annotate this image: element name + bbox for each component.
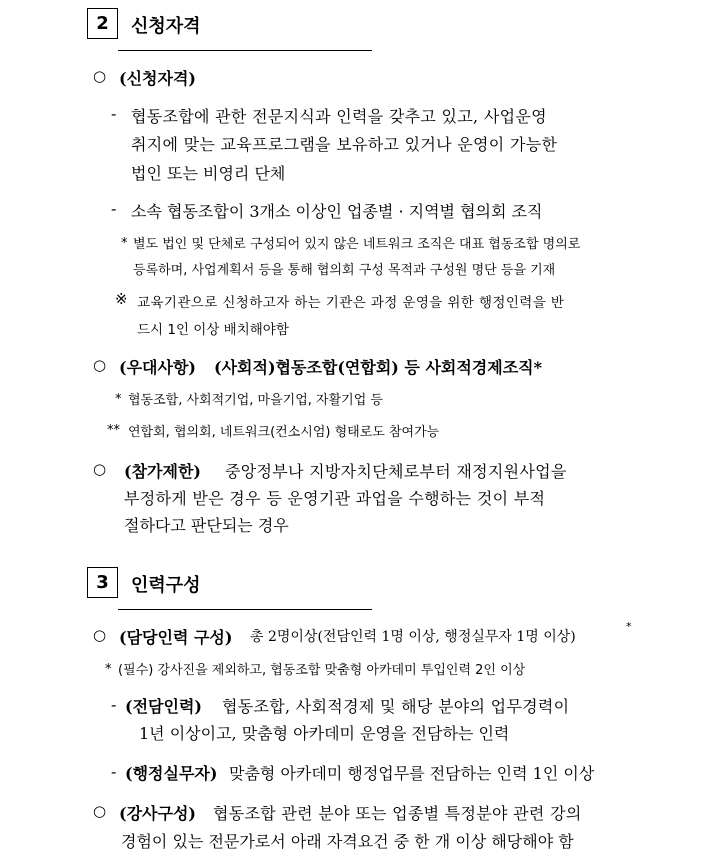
reference-mark: ※ (115, 290, 128, 308)
circle-bullet: ○ (93, 356, 107, 374)
item-label: (전담인력) (125, 697, 202, 716)
item-label: (강사구성) (119, 804, 196, 823)
footnote-star: * (626, 620, 632, 633)
note-line: 별도 법인 및 단체로 구성되어 있지 않은 네트워크 조직은 대표 협동조합 명의로 (133, 237, 581, 252)
footnote-star: * (105, 662, 112, 677)
item-label: (담당인력 구성) (119, 628, 233, 647)
body-line: 협동조합 관련 분야 또는 업종별 특정분야 관련 강의 (213, 804, 582, 823)
note-line: 협동조합, 사회적기업, 마을기업, 자활기업 등 (128, 393, 383, 408)
dash-bullet: - (111, 104, 117, 123)
circle-bullet: ○ (93, 626, 107, 644)
body-line: 경험이 있는 전문가로서 아래 자격요건 중 한 개 이상 해당해야 함 (121, 832, 574, 851)
note-line: 등록하며, 사업계획서 등을 통해 협의회 구성 목적과 구성원 명단 등을 기재 (133, 263, 556, 278)
circle-bullet: ○ (93, 67, 107, 85)
body-line: 협동조합에 관한 전문지식과 인력을 갖추고 있고, 사업운영 (131, 107, 547, 126)
dash-bullet: - (111, 199, 117, 218)
body-line: 절하다고 판단되는 경우 (124, 516, 289, 535)
note-line: 연합회, 협의회, 네트워크(컨소시엄) 형태로도 참여가능 (128, 425, 440, 440)
dash-bullet: - (111, 695, 117, 714)
dash-bullet: - (111, 762, 117, 781)
body-line: 법인 또는 비영리 단체 (131, 164, 286, 183)
footnote-double-star: ** (107, 423, 120, 438)
item-label: (참가제한) (124, 462, 201, 481)
item-text: 총 2명이상(전담인력 1명 이상, 행정실무자 1명 이상) (250, 629, 576, 645)
body-line: 소속 협동조합이 3개소 이상인 업종별 · 지역별 협의회 조직 (131, 202, 543, 221)
circle-bullet: ○ (93, 460, 107, 478)
footnote-star: * (121, 236, 128, 251)
section-title: 신청자격 (131, 16, 201, 37)
section-number: 2 (87, 8, 118, 39)
item-label: (행정실무자) (125, 764, 218, 783)
body-line: 1년 이상이고, 맞춤형 아카데미 운영을 전담하는 인력 (139, 724, 510, 743)
note-line: 교육기관으로 신청하고자 하는 기관은 과정 운영을 위한 행정인력을 반 (137, 295, 565, 311)
section-number: 3 (87, 567, 118, 598)
body-line: 취지에 맞는 교육프로그램을 보유하고 있거나 운영이 가능한 (131, 135, 558, 154)
body-line: 부정하게 받은 경우 등 운영기관 과업을 수행하는 것이 부적 (124, 489, 546, 508)
body-line: 협동조합, 사회적경제 및 해당 분야의 업무경력이 (222, 697, 570, 716)
section-title: 인력구성 (131, 575, 201, 596)
note-line: (필수) 강사진을 제외하고, 협동조합 맞춤형 아카데미 투입인력 2인 이상 (118, 663, 526, 678)
note-line: 드시 1인 이상 배치해야함 (137, 322, 289, 338)
footnote-star: * (115, 392, 122, 407)
body-line: 맞춤형 아카데미 행정업무를 전담하는 인력 1인 이상 (229, 764, 595, 783)
body-line: 중앙정부나 지방자치단체로부터 재정지원사업을 (225, 462, 567, 481)
section-underline (118, 50, 372, 51)
circle-bullet: ○ (93, 802, 107, 820)
item-text: (사회적)협동조합(연합회) 등 사회적경제조직* (214, 358, 542, 377)
item-label: (우대사항) (119, 358, 196, 377)
section-underline (118, 609, 372, 610)
item-label: (신청자격) (119, 69, 196, 88)
